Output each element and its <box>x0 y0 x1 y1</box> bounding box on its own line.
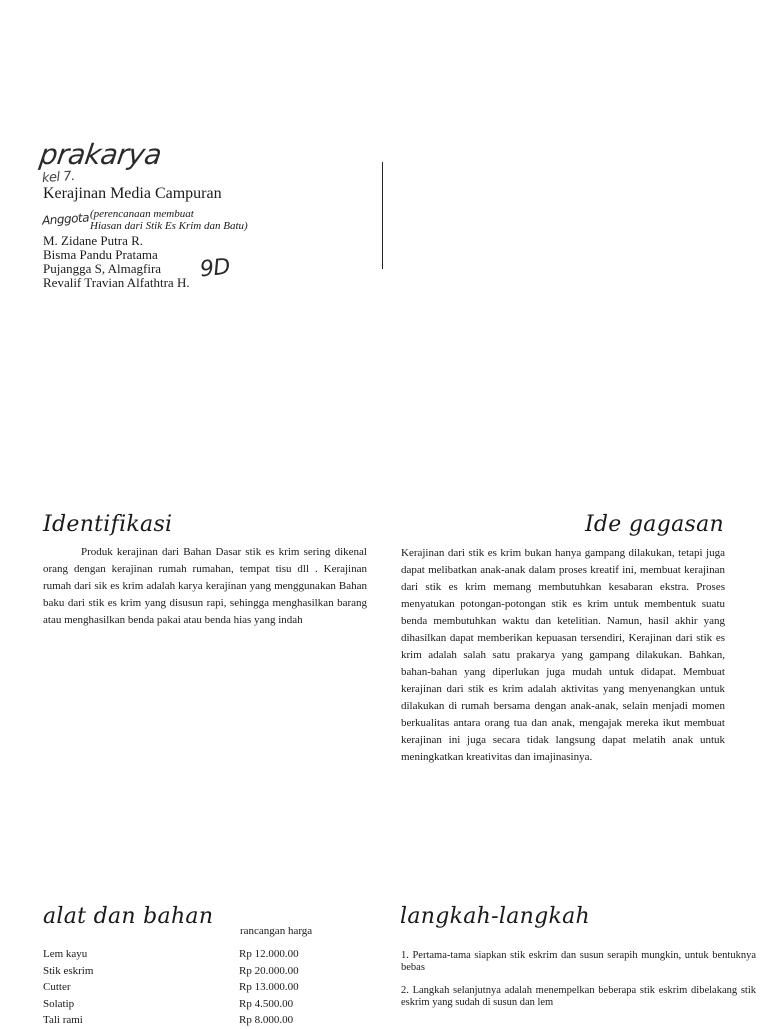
members-label: Anggota <box>41 210 90 228</box>
item-price: Rp 13.000.00 <box>239 981 299 993</box>
ide-gagasan-text: Kerajinan dari stik es krim bukan hanya gampang dilakukan, tetapi juga dapat melibatkan anak-anak dalam proses kreatif ini, membuat kerajinan dari stik es krim memang membutuhkan kesabaran ekstra. Proses menyatukan potongan-potongan stik es krim untuk membentuk suatu benda membutuhkan waktu dan ketelitian. Namun, hasil akhir yang dihasilkan dapat memberikan kepuasan tersendiri, Kerajinan dari stik es krim adalah salah satu prakarya yang gampang dilakukan. Bahkan, bahan-bahan yang diperlukan juga mudah untuk didapat. Membuat kerajinan dari stik es krim adalah aktivitas yang menyenangkan untuk dilakukan di rumah bersama dengan anak-anak, selain menjadi momen berkualitas antara orang tua dan anak, mengajak mereka ikut membuat kerajinan ini juga secara tidak langsung dapat melatih anak untuk meningkatkan kreativitas dan imajinasinya. <box>401 547 725 763</box>
list-item <box>43 979 343 996</box>
member-name: Revalif Travian Alfathtra H. <box>43 275 190 290</box>
member-name: M. Zidane Putra R. <box>43 233 144 248</box>
item-name: Stik eskrim <box>43 964 94 977</box>
member-list <box>43 234 190 290</box>
list-item <box>43 996 343 1013</box>
ide-gagasan-heading: Ide gagasan <box>584 512 724 537</box>
langkah-heading: langkah-langkah <box>400 904 590 929</box>
item-price: Rp 12.000.00 <box>239 948 299 960</box>
member-name: Pujangga S, Almagfira <box>43 261 162 276</box>
price-heading: rancangan harga <box>240 925 313 937</box>
item-price: Rp 4.500.00 <box>239 997 294 1010</box>
class-label: 9D <box>198 254 232 283</box>
group-label: kel 7. <box>41 168 76 187</box>
step-item: 1. Pertama-tama siapkan stik eskrim dan susun serapih mungkin, untuk bentuknya bebas <box>401 950 756 973</box>
item-name: Lem kayu <box>43 948 88 960</box>
list-item <box>43 963 343 980</box>
project-note-line1: (perencanaan membuat <box>90 208 194 220</box>
member-name: Bisma Pandu Pratama <box>43 247 158 262</box>
item-price: Rp 20.000.00 <box>239 964 299 977</box>
list-item <box>43 946 343 963</box>
project-note-line2: Hiasan dari Stik Es Krim dan Batu) <box>90 220 248 232</box>
materials-list <box>43 946 343 1029</box>
steps-list <box>401 950 756 1020</box>
alat-bahan-heading: alat dan bahan <box>43 904 214 929</box>
item-name: Cutter <box>43 981 71 993</box>
identifikasi-text: Produk kerajinan dari Bahan Dasar stik es krim sering dikenal orang dengan kerajinan rumah rumahan, tempat tisu dll . Kerajinan rumah dari sik es krim adalah karya kerajinan yang menggunakan Bahan baku dari stik es krim yang disusun rapi, sehingga menghasilkan barang atau menghasilkan benda pakai atau benda hias yang indah <box>43 546 367 626</box>
item-name: Solatip <box>43 997 75 1010</box>
identifikasi-heading: Identifikasi <box>43 512 173 537</box>
vertical-divider <box>382 162 383 269</box>
project-note <box>90 208 248 232</box>
list-item <box>43 1012 343 1029</box>
step-item: 2. Langkah selanjutnya adalah menempelkan beberapa stik eskrim dibelakang stik eskrim yang sudah di susun dan lem <box>401 985 756 1008</box>
item-name: Tali rami <box>43 1014 83 1026</box>
subject-title: Kerajinan Media Campuran <box>43 185 222 202</box>
handwritten-title: prakarya <box>37 138 164 171</box>
item-price: Rp 8.000.00 <box>239 1014 294 1026</box>
